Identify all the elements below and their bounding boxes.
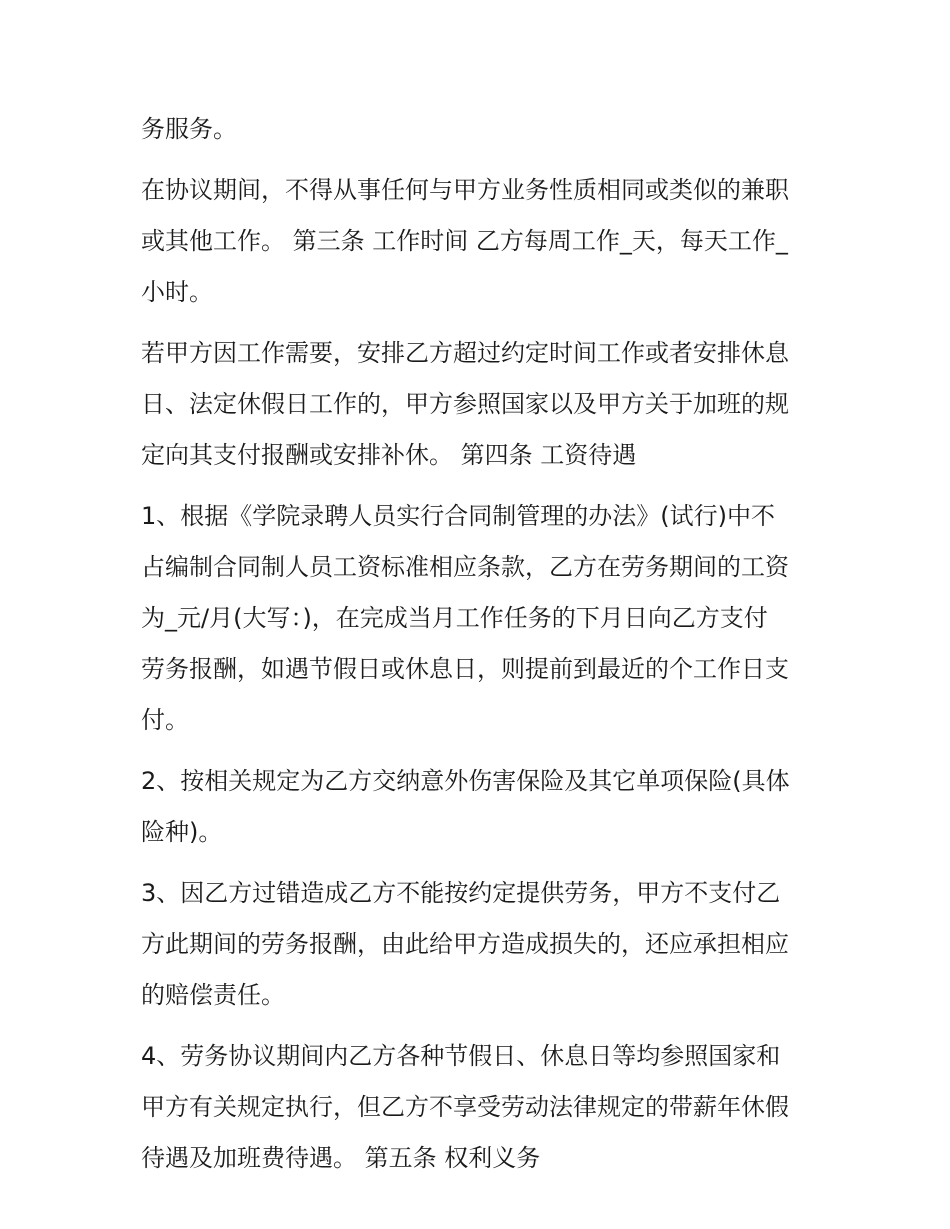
text-line: 劳务报酬，如遇节假日或休息日，则提前到最近的个工作日支 [141, 655, 789, 683]
paragraph [141, 165, 821, 318]
paragraph [141, 868, 821, 1021]
text-line: 甲方有关规定执行，但乙方不享受劳动法律规定的带薪年休假 [141, 1093, 789, 1121]
text-line: 2、按相关规定为乙方交纳意外伤害保险及其它单项保险(具体 [141, 767, 790, 795]
paragraph [141, 104, 821, 155]
text-line: 的赔偿责任。 [141, 981, 285, 1009]
paragraph [141, 1031, 821, 1184]
text-line: 付。 [141, 706, 189, 734]
paragraph [141, 756, 821, 858]
text-line: 若甲方因工作需要，安排乙方超过约定时间工作或者安排休息 [141, 339, 789, 367]
text-line: 待遇及加班费待遇。 第五条 权利义务 [141, 1144, 541, 1172]
text-line: 为_元/月(大写：)，在完成当月工作任务的下月日向乙方支付 [141, 604, 768, 632]
paragraph [141, 328, 821, 481]
text-line: 定向其支付报酬或安排补休。 第四条 工资待遇 [141, 441, 637, 469]
text-line: 4、劳务协议期间内乙方各种节假日、休息日等均参照国家和 [141, 1042, 781, 1070]
text-line: 在协议期间，不得从事任何与甲方业务性质相同或类似的兼职 [141, 176, 789, 204]
text-line: 务服务。 [141, 115, 237, 143]
text-line: 方此期间的劳务报酬，由此给甲方造成损失的，还应承担相应 [141, 930, 789, 958]
text-line: 或其他工作。 第三条 工作时间 乙方每周工作_天，每天工作_ [141, 227, 788, 255]
paragraph [141, 491, 821, 746]
text-line: 3、因乙方过错造成乙方不能按约定提供劳务，甲方不支付乙 [141, 879, 781, 907]
text-line: 小时。 [141, 278, 213, 306]
document-body [141, 104, 821, 1184]
text-line: 日、法定休假日工作的，甲方参照国家以及甲方关于加班的规 [141, 390, 789, 418]
text-line: 占编制合同制人员工资标准相应条款，乙方在劳务期间的工资 [141, 553, 789, 581]
text-line: 险种)。 [141, 818, 223, 846]
text-line: 1、根据《学院录聘人员实行合同制管理的办法》(试行)中不 [141, 502, 775, 530]
